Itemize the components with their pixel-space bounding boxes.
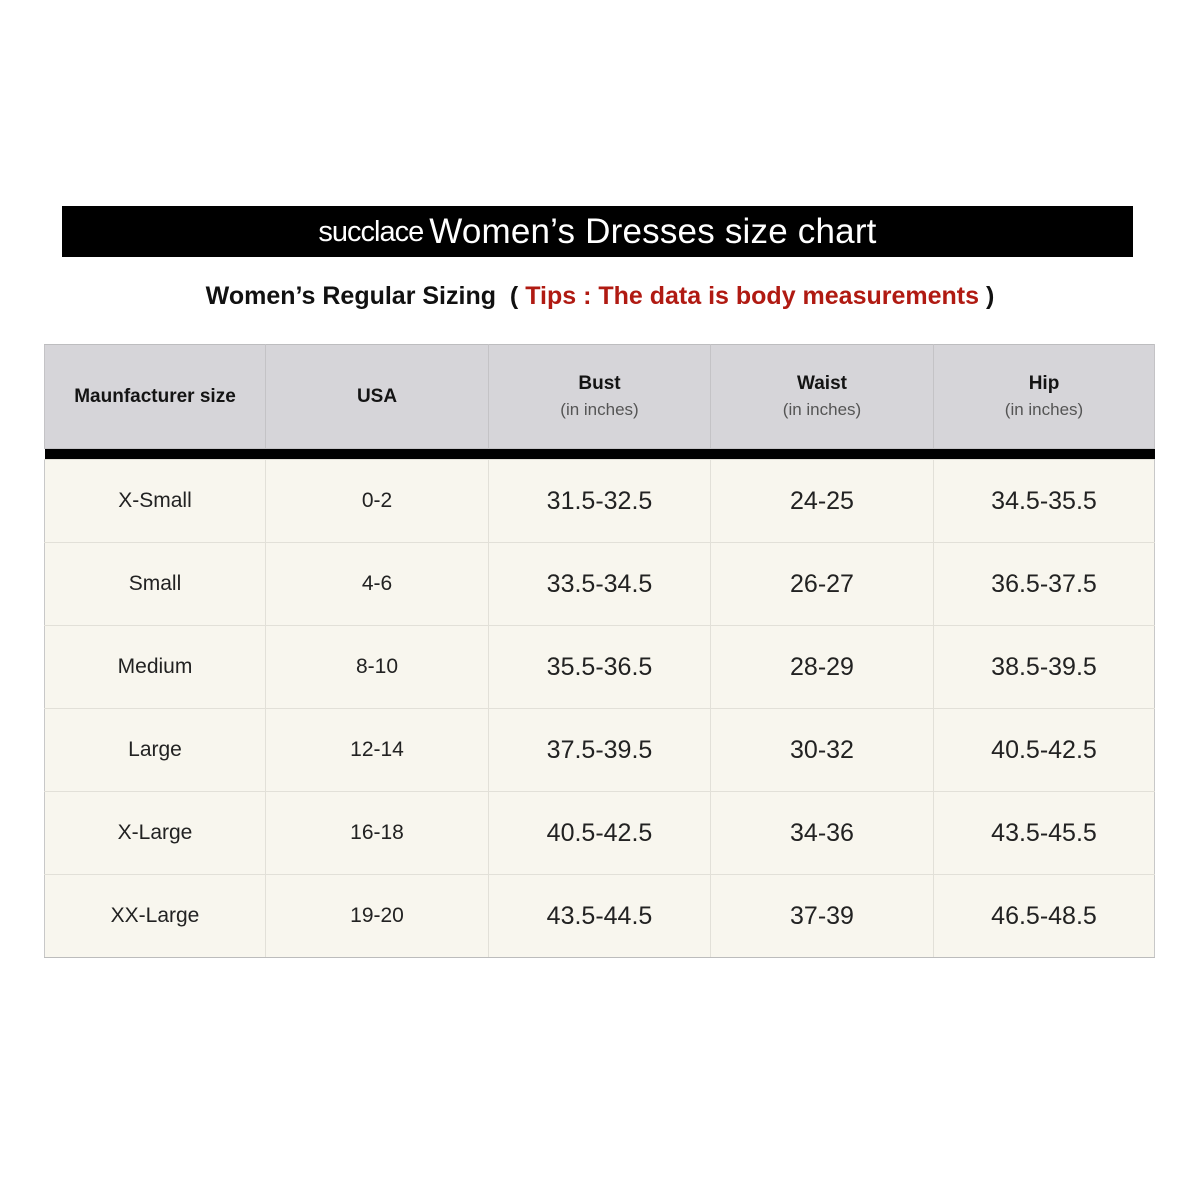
sizing-label: Women’s Regular Sizing	[205, 282, 496, 310]
header-unit: (in inches)	[1004, 400, 1084, 419]
tip-close-paren: )	[985, 282, 995, 310]
cell-bust: 31.5-32.5	[489, 460, 711, 543]
table-row	[45, 460, 1155, 543]
header-unit: (in inches)	[560, 400, 639, 419]
cell-hip: 36.5-37.5	[934, 543, 1155, 626]
header-waist	[711, 345, 934, 449]
cell-hip: 46.5-48.5	[934, 875, 1155, 958]
cell-hip: 34.5-35.5	[934, 460, 1155, 543]
header-manufacturer-size	[45, 345, 266, 449]
header-label: Hip	[1028, 373, 1060, 394]
cell-manufacturer-size: XX-Large	[45, 875, 266, 958]
cell-manufacturer-size: X-Large	[45, 792, 266, 875]
table-row	[45, 875, 1155, 958]
header-unit: (in inches)	[782, 400, 862, 419]
size-chart-table	[44, 344, 1155, 958]
cell-bust: 43.5-44.5	[489, 875, 711, 958]
table-row	[45, 709, 1155, 792]
cell-usa: 4-6	[266, 543, 489, 626]
cell-waist: 37-39	[711, 875, 934, 958]
separator-bar	[45, 449, 1155, 460]
sizing-subtitle	[0, 282, 1200, 311]
header-label: USA	[356, 385, 398, 407]
cell-bust: 33.5-34.5	[489, 543, 711, 626]
cell-hip: 43.5-45.5	[934, 792, 1155, 875]
cell-bust: 35.5-36.5	[489, 626, 711, 709]
cell-waist: 26-27	[711, 543, 934, 626]
cell-waist: 28-29	[711, 626, 934, 709]
cell-hip: 38.5-39.5	[934, 626, 1155, 709]
table-row	[45, 626, 1155, 709]
header-separator	[45, 449, 1155, 460]
brand-name: succlace	[318, 216, 424, 248]
header-usa	[266, 345, 489, 449]
cell-usa: 0-2	[266, 460, 489, 543]
cell-usa: 19-20	[266, 875, 489, 958]
cell-bust: 37.5-39.5	[489, 709, 711, 792]
header-label: Maunfacturer size	[74, 385, 236, 407]
cell-manufacturer-size: Small	[45, 543, 266, 626]
cell-manufacturer-size: Medium	[45, 626, 266, 709]
cell-manufacturer-size: Large	[45, 709, 266, 792]
cell-hip: 40.5-42.5	[934, 709, 1155, 792]
cell-bust: 40.5-42.5	[489, 792, 711, 875]
cell-waist: 30-32	[711, 709, 934, 792]
chart-title: Women’s Dresses size chart	[429, 211, 877, 251]
title-banner	[62, 206, 1133, 257]
tip-text: Tips : The data is body measurements	[525, 282, 980, 310]
tip-open-paren: (	[509, 282, 519, 310]
header-hip	[934, 345, 1155, 449]
cell-manufacturer-size: X-Small	[45, 460, 266, 543]
cell-usa: 12-14	[266, 709, 489, 792]
cell-waist: 34-36	[711, 792, 934, 875]
header-label: Bust	[578, 373, 621, 394]
cell-waist: 24-25	[711, 460, 934, 543]
cell-usa: 16-18	[266, 792, 489, 875]
header-bust	[489, 345, 711, 449]
table-row	[45, 792, 1155, 875]
table-row	[45, 543, 1155, 626]
header-label: Waist	[797, 373, 847, 394]
cell-usa: 8-10	[266, 626, 489, 709]
table-header-row	[45, 345, 1155, 449]
